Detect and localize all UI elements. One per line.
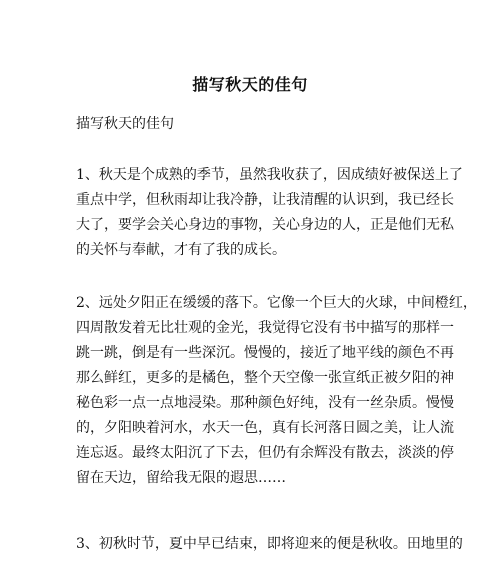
paragraph-line: 的，夕阳映着河水，水天一色，真有长河落日圆之美，让人流 [76,420,454,436]
paragraph-line: 重点中学，但秋雨却让我冷静，让我清醒的认识到，我已经长 [76,192,454,208]
paragraph-1 [76,163,463,263]
paragraph-line: 跳一跳，倒是有一些深沉。慢慢的，接近了地平线的颜色不再 [76,345,454,361]
paragraph-line: 留在天边，留给我无限的遐思…… [76,470,286,486]
paragraph-2 [76,291,477,491]
paragraph-line: 秘色彩一点一点地浸染。那种颜色好纯，没有一丝杂质。慢慢 [76,395,454,411]
document-title: 描写秋天的佳句 [192,75,308,94]
paragraph-line: 3、初秋时节，夏中早已结束，即将迎来的便是秋收。田地里的 [76,536,463,552]
paragraph-line: 2、远处夕阳正在缓缓的落下。它像一个巨大的火球，中间橙红， [76,295,477,311]
paragraph-line: 1、秋天是个成熟的季节，虽然我收获了，因成绩好被保送上了 [76,167,463,183]
document-subtitle: 描写秋天的佳句 [76,116,174,132]
paragraph-line: 四周散发着无比壮观的金光，我觉得它没有书中描写的那样一 [76,320,454,336]
paragraph-line: 连忘返。最终太阳沉了下去，但仍有余辉没有散去，淡淡的停 [76,445,454,461]
paragraph-line: 的关怀与奉献，才有了我的成长。 [76,242,286,258]
paragraph-line: 那么鲜红，更多的是橘色，整个天空像一张宣纸正被夕阳的神 [76,370,454,386]
paragraph-line: 大了，要学会关心身边的事物，关心身边的人，正是他们无私 [76,217,454,233]
paragraph-3 [76,532,463,557]
